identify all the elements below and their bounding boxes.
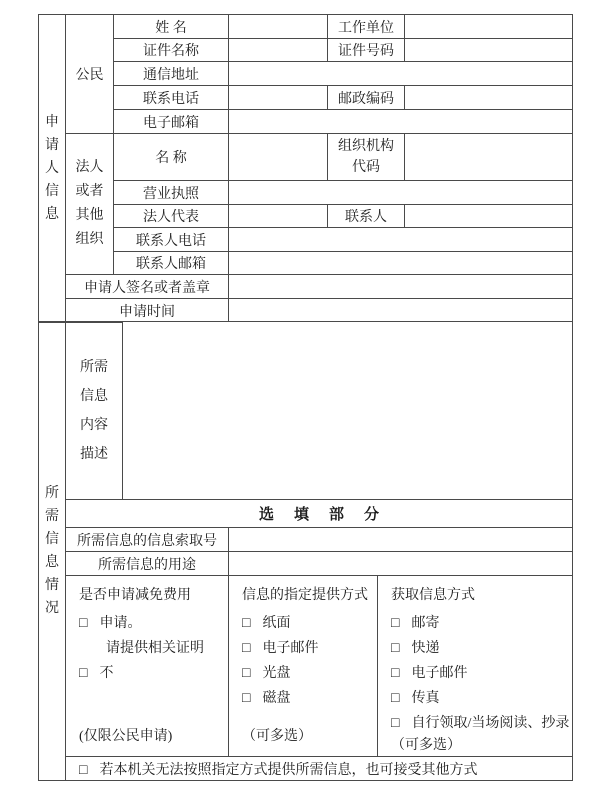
apply-time-value-cell[interactable] — [229, 299, 573, 323]
phone-label: 联系电话 — [114, 86, 229, 110]
postcode-value-cell[interactable] — [405, 86, 573, 110]
signature-value-cell[interactable] — [229, 275, 573, 299]
checkbox-icon: □ — [391, 616, 400, 631]
cert-no-label: 证件号码 — [328, 39, 405, 62]
required-info-section-label-text: 所需信息情况 — [45, 486, 59, 616]
provision-option-disk[interactable] — [242, 686, 373, 711]
obtain-option-email[interactable] — [391, 661, 568, 686]
checkbox-icon: □ — [391, 666, 400, 681]
work-unit-value-cell[interactable] — [405, 15, 573, 39]
optional-section-header: 选填部分 — [66, 500, 573, 528]
obtain-option-mail[interactable] — [391, 611, 568, 636]
description-value-cell[interactable] — [123, 322, 573, 500]
obtain-option-label: 快递 — [411, 641, 440, 656]
checkbox-icon: □ — [391, 716, 400, 731]
contact-value-cell[interactable] — [405, 205, 573, 228]
obtain-method-cell — [378, 576, 573, 757]
contact-phone-value-cell[interactable] — [229, 228, 573, 252]
obtain-option-label: 传真 — [411, 691, 440, 706]
contact-email-value-cell[interactable] — [229, 252, 573, 275]
license-label: 营业执照 — [114, 181, 229, 205]
provision-option-cd[interactable] — [242, 661, 373, 686]
org-group-label — [66, 134, 114, 275]
index-no-value-cell[interactable] — [229, 528, 573, 552]
obtain-option-fax[interactable] — [391, 686, 568, 711]
required-info-table — [38, 321, 573, 781]
address-value-cell[interactable] — [229, 62, 573, 86]
spacer — [79, 686, 224, 727]
index-no-label: 所需信息的信息索取号 — [66, 528, 229, 552]
description-label — [66, 322, 123, 500]
applicant-info-table — [38, 14, 573, 323]
checkbox-icon: □ — [242, 691, 251, 706]
address-label: 通信地址 — [114, 62, 229, 86]
checkbox-icon: □ — [242, 616, 251, 631]
license-value-cell[interactable] — [229, 181, 573, 205]
fee-footnote: (仅限公民申请) — [79, 729, 173, 744]
apply-time-label: 申请时间 — [66, 299, 229, 323]
purpose-label: 所需信息的用途 — [66, 552, 229, 576]
provision-option-email[interactable] — [242, 636, 373, 661]
description-label-text: 所需信息内容描述 — [80, 359, 108, 462]
provision-option-label: 光盘 — [262, 666, 291, 681]
checkbox-icon: □ — [79, 666, 88, 681]
fee-decline-option[interactable] — [79, 661, 224, 686]
applicant-section-label — [39, 15, 66, 323]
phone-value-cell[interactable] — [229, 86, 328, 110]
obtain-option-label: 自行领取/当场阅读、抄录 — [411, 716, 570, 731]
cert-no-value-cell[interactable] — [405, 39, 573, 62]
org-name-value-cell[interactable] — [229, 134, 328, 181]
provision-option-label: 纸面 — [262, 616, 291, 631]
obtain-option-label: 邮寄 — [411, 616, 440, 631]
obtain-footnote: （可多选） — [391, 738, 461, 753]
contact-email-label: 联系人邮箱 — [114, 252, 229, 275]
checkbox-icon: □ — [391, 691, 400, 706]
spacer — [242, 711, 373, 727]
email-label: 电子邮箱 — [114, 110, 229, 134]
fee-waiver-cell — [66, 576, 229, 757]
legal-rep-label: 法人代表 — [114, 205, 229, 228]
name-value-cell[interactable] — [229, 15, 328, 39]
checkbox-icon: □ — [242, 641, 251, 656]
fee-decline-option-label: 不 — [99, 666, 114, 681]
provision-option-label: 磁盘 — [262, 691, 291, 706]
provision-method-title: 信息的指定提供方式 — [242, 588, 368, 603]
fallback-option-label: 若本机关无法按照指定方式提供所需信息，也可接受其他方式 — [99, 762, 478, 778]
fallback-option-row[interactable] — [66, 757, 573, 781]
postcode-label: 邮政编码 — [328, 86, 405, 110]
obtain-method-title: 获取信息方式 — [391, 588, 475, 603]
provision-option-paper[interactable] — [242, 611, 373, 636]
required-info-section-label — [39, 322, 66, 781]
cert-name-label: 证件名称 — [114, 39, 229, 62]
org-name-label: 名 称 — [114, 134, 229, 181]
name-label: 姓 名 — [114, 15, 229, 39]
contact-phone-label: 联系人电话 — [114, 228, 229, 252]
applicant-section-label-text: 申请人信息 — [45, 115, 59, 222]
obtain-option-express[interactable] — [391, 636, 568, 661]
fee-apply-option[interactable] — [79, 611, 224, 636]
fee-waiver-title: 是否申请减免费用 — [79, 588, 191, 603]
signature-label: 申请人签名或者盖章 — [66, 275, 229, 299]
purpose-value-cell[interactable] — [229, 552, 573, 576]
email-value-cell[interactable] — [229, 110, 573, 134]
obtain-option-label: 电子邮件 — [411, 666, 468, 681]
checkbox-icon: □ — [391, 641, 400, 656]
fee-apply-option-label: 申请。 — [99, 616, 142, 631]
obtain-option-self-pickup[interactable] — [391, 711, 568, 736]
checkbox-icon: □ — [242, 666, 251, 681]
legal-rep-value-cell[interactable] — [229, 205, 328, 228]
provision-method-cell — [229, 576, 378, 757]
org-group-label-text: 法人或者其他组织 — [75, 160, 104, 247]
org-code-label-text: 组织机构代码 — [338, 139, 394, 175]
work-unit-label: 工作单位 — [328, 15, 405, 39]
citizen-group-label: 公民 — [66, 15, 114, 134]
checkbox-icon: □ — [79, 762, 88, 778]
org-code-label — [328, 134, 405, 181]
contact-label: 联系人 — [328, 205, 405, 228]
cert-name-value-cell[interactable] — [229, 39, 328, 62]
provision-option-label: 电子邮件 — [262, 641, 319, 656]
fee-apply-note: 请提供相关证明 — [106, 641, 204, 656]
org-code-value-cell[interactable] — [405, 134, 573, 181]
provision-footnote: （可多选） — [242, 729, 312, 744]
checkbox-icon: □ — [79, 616, 88, 631]
